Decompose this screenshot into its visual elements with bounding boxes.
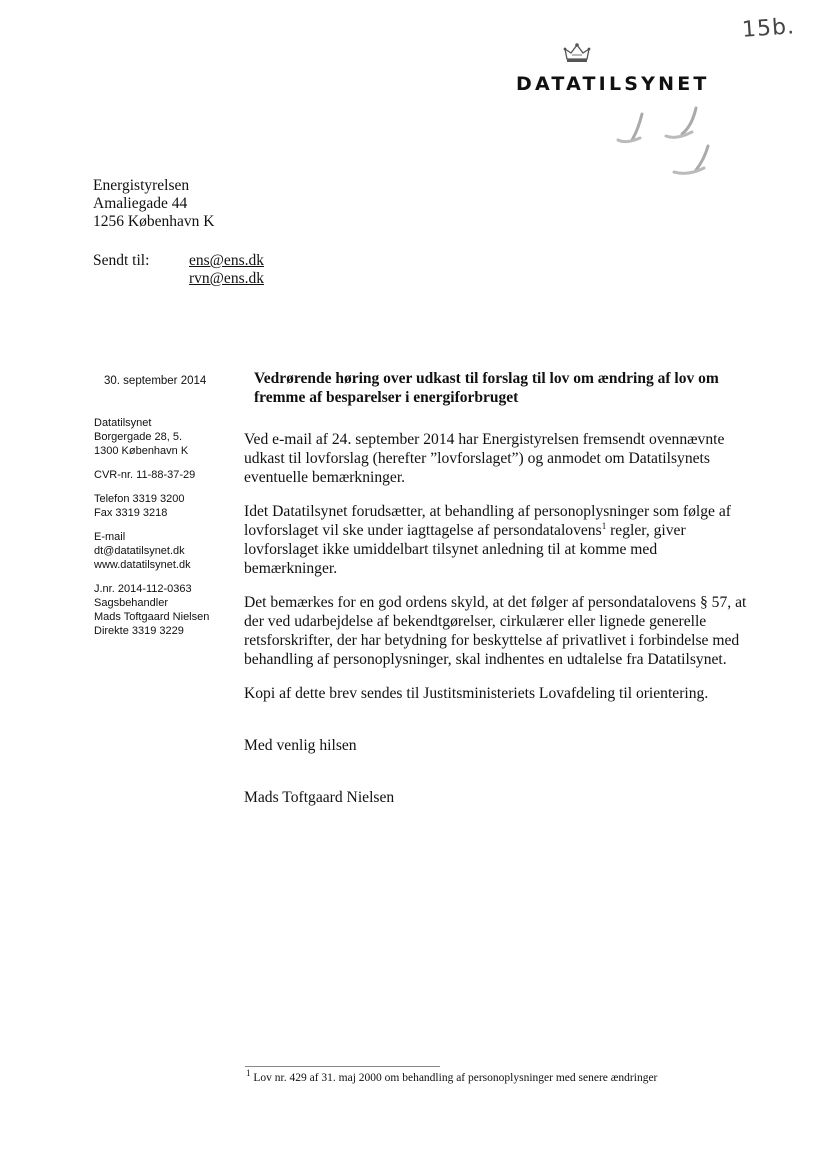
sender-line: Sagsbehandler xyxy=(94,597,169,609)
sender-cvr-block xyxy=(94,468,209,482)
sender-line: dt@datatilsynet.dk xyxy=(94,545,185,557)
email-link[interactable]: ens@ens.dk xyxy=(189,252,264,269)
recipient-line: 1256 København K xyxy=(93,213,215,230)
footnote-divider xyxy=(245,1066,440,1067)
initials-stamp xyxy=(612,104,716,180)
crown-icon xyxy=(563,42,591,71)
letter-subject: Vedrørende høring over udkast til forslag til lov om ændring af lov om fremme af besparelser i energiforbruget xyxy=(254,370,719,406)
sender-line: Telefon 3319 3200 xyxy=(94,493,185,505)
sender-line: CVR-nr. 11-88-37-29 xyxy=(94,469,196,481)
sent-to-label: Sendt til: xyxy=(93,252,150,269)
body-paragraph: Kopi af dette brev sendes til Justitsministeriets Lovafdeling til orientering. xyxy=(244,685,709,702)
sender-line: Datatilsynet xyxy=(94,417,152,429)
recipient-address xyxy=(93,177,214,231)
recipient-line: Energistyrelsen xyxy=(93,177,190,194)
footnote-number: 1 xyxy=(246,1068,251,1079)
footnote xyxy=(246,1068,756,1085)
closing: Med venlig hilsen xyxy=(244,737,357,754)
sender-address-block xyxy=(94,416,209,458)
email-link[interactable]: rvn@ens.dk xyxy=(189,270,264,287)
sender-info xyxy=(94,416,209,648)
sender-line: Mads Toftgaard Nielsen xyxy=(94,611,210,623)
sender-line: 1300 København K xyxy=(94,445,189,457)
recipient-line: Amaliegade 44 xyxy=(93,195,188,212)
logo-wordmark: DATATILSYNET xyxy=(516,73,710,95)
sender-line: Borgergade 28, 5. xyxy=(94,431,183,443)
sent-to-emails xyxy=(189,252,264,288)
sender-phone-block xyxy=(94,492,209,520)
sender-email-block xyxy=(94,530,209,572)
body-paragraph xyxy=(244,502,749,578)
body-text: regler, giver lovforslaget ikke umiddelbart tilsynet anledning til at komme med bemærkninger. xyxy=(244,522,686,577)
handwritten-annotation: 15b. xyxy=(741,14,796,43)
body-paragraph: Ved e-mail af 24. september 2014 har Energistyrelsen fremsendt ovennævnte udkast til lovforslag (herefter ”lovforslaget”) og anmodet om Datatilsynets eventuelle bemærkninger. xyxy=(244,431,725,486)
footnote-text: Lov nr. 429 af 31. maj 2000 om behandling af personoplysninger med senere ændringer xyxy=(250,1072,658,1084)
sender-line: Fax 3319 3218 xyxy=(94,507,168,519)
sender-line: Direkte 3319 3229 xyxy=(94,625,184,637)
letter-date: 30. september 2014 xyxy=(104,375,207,387)
footnote-ref: 1 xyxy=(601,520,607,531)
letter-body xyxy=(244,430,749,822)
sender-case-block xyxy=(94,582,209,638)
body-paragraph: Det bemærkes for en god ordens skyld, at det følger af persondatalovens § 57, at der ved udarbejdelse af bekendtgørelser, cirkulærer eller lignede generelle retsforskrifter, der har betydning for beskyttelse af privatlivet i forbindelse med behandling af personoplysninger, skal indhentes en udtalelse fra Datatilsynet. xyxy=(244,594,747,668)
body-text: Idet Datatilsynet forudsætter, at behandling af personoplysninger som følge af lovforslaget vil ske under iagttagelse af persondatalovens xyxy=(244,503,731,539)
signature: Mads Toftgaard Nielsen xyxy=(244,789,395,806)
sender-line: E-mail xyxy=(94,531,126,543)
sender-line: www.datatilsynet.dk xyxy=(94,559,191,571)
sender-line: J.nr. 2014-112-0363 xyxy=(94,583,192,595)
